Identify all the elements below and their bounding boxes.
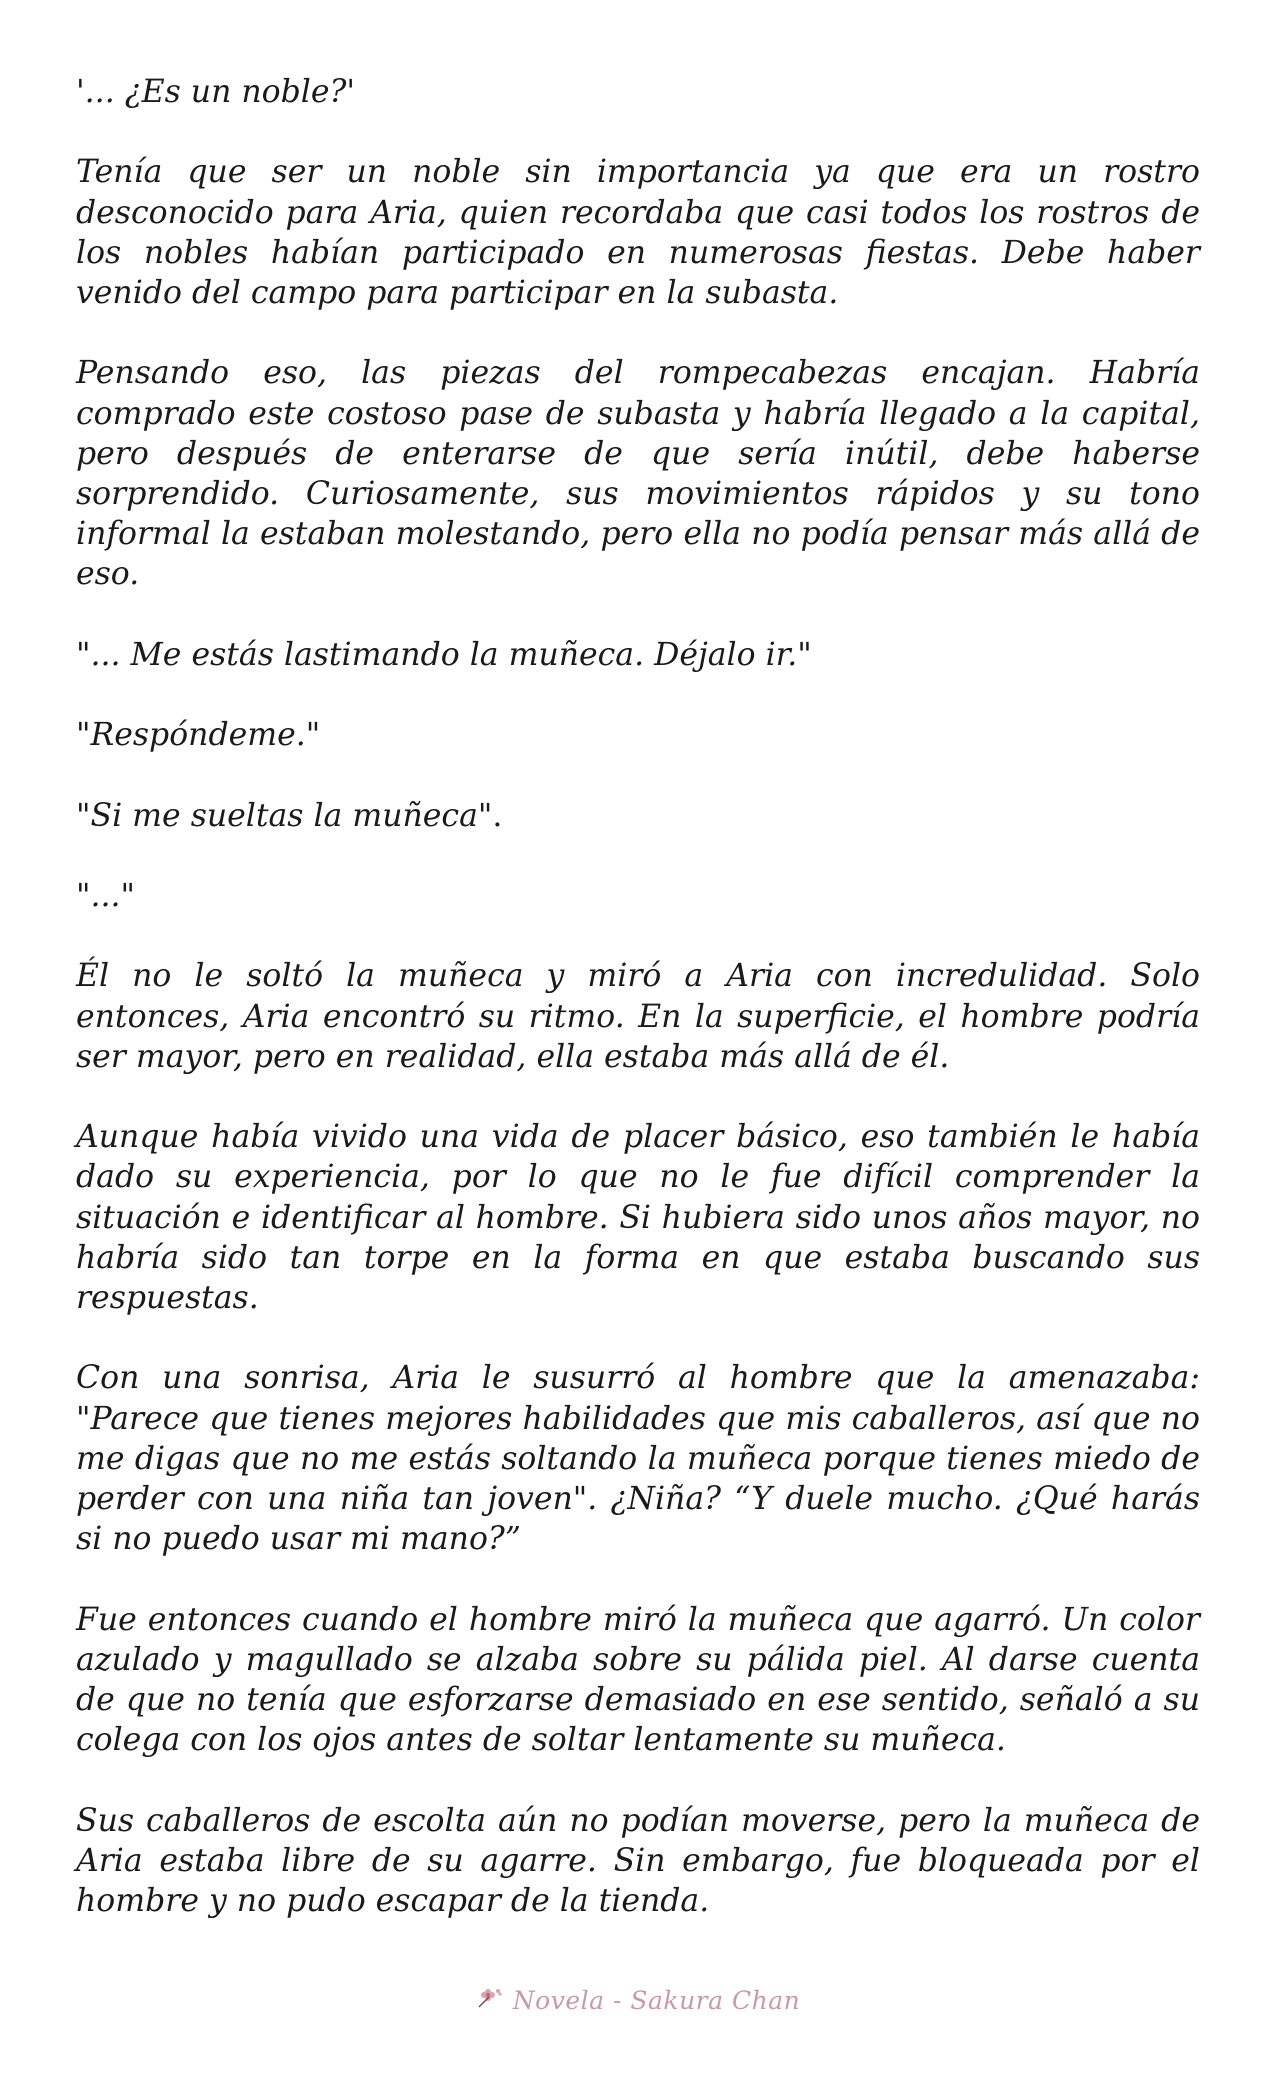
watermark-text: Novela - Sakura Chan: [512, 1985, 801, 2015]
watermark: [475, 1985, 800, 2015]
dialogue-line: "... Me estás lastimando la muñeca. Déjalo ir.": [76, 636, 812, 673]
document-body: [76, 72, 1200, 1961]
narrative-paragraph: Pensando eso, las piezas del rompecabezas encajan. Habría comprado este costoso pase de subasta y habría llegado a la capital, pero después de enterarse de que sería inútil, debe haberse sorprendido. Curiosamente, sus movimientos rápidos y su tono informal la estaban molestando, pero ella no podía pensar más allá de eso.: [76, 355, 1200, 593]
narrative-paragraph: Con una sonrisa, Aria le susurró al hombre que la amenazaba: "Parece que tienes mejores habilidades que mis caballeros, así que no me digas que no me estás soltando la muñeca porque tienes miedo de perder con una niña tan joven". ¿Niña? “Y duele mucho. ¿Qué harás si no puedo usar mi mano?”: [76, 1360, 1200, 1558]
narrative-paragraph: Fue entonces cuando el hombre miró la muñeca que agarró. Un color azulado y magullado se alzaba sobre su pálida piel. Al darse cuenta de que no tenía que esforzarse demasiado en ese sentido, señaló a su colega con los ojos antes de soltar lentamente su muñeca.: [76, 1601, 1200, 1759]
dialogue-line: "Respóndeme.": [76, 717, 321, 754]
narrative-paragraph: Él no le soltó la muñeca y miró a Aria con incredulidad. Solo entonces, Aria encontró su ritmo. En la superficie, el hombre podría ser mayor, pero en realidad, ella estaba más allá de él.: [76, 958, 1200, 1075]
narrative-paragraph: Tenía que ser un noble sin importancia ya que era un rostro desconocido para Aria, quien recordaba que casi todos los rostros de los nobles habían participado en numerosas fiestas. Debe haber venido del campo para participar en la subasta.: [76, 154, 1200, 311]
watermark-footer: [0, 1985, 1275, 2015]
narrative-paragraph: Sus caballeros de escolta aún no podían moverse, pero la muñeca de Aria estaba libre de su agarre. Sin embargo, fue bloqueada por el hombre y no pudo escapar de la tienda.: [76, 1802, 1200, 1919]
dialogue-line: '... ¿Es un noble?': [76, 74, 356, 110]
cherry-blossom-icon: [475, 1985, 505, 2015]
narrative-paragraph: Aunque había vivido una vida de placer básico, eso también le había dado su experiencia, por lo que no le fue difícil comprender la situación e identificar al hombre. Si hubiera sido unos años mayor, no habría sido tan torpe en la forma en que estaba buscando sus respuestas.: [76, 1119, 1200, 1316]
dialogue-line: "...": [76, 877, 136, 914]
dialogue-line: "Si me sueltas la muñeca".: [76, 797, 503, 834]
